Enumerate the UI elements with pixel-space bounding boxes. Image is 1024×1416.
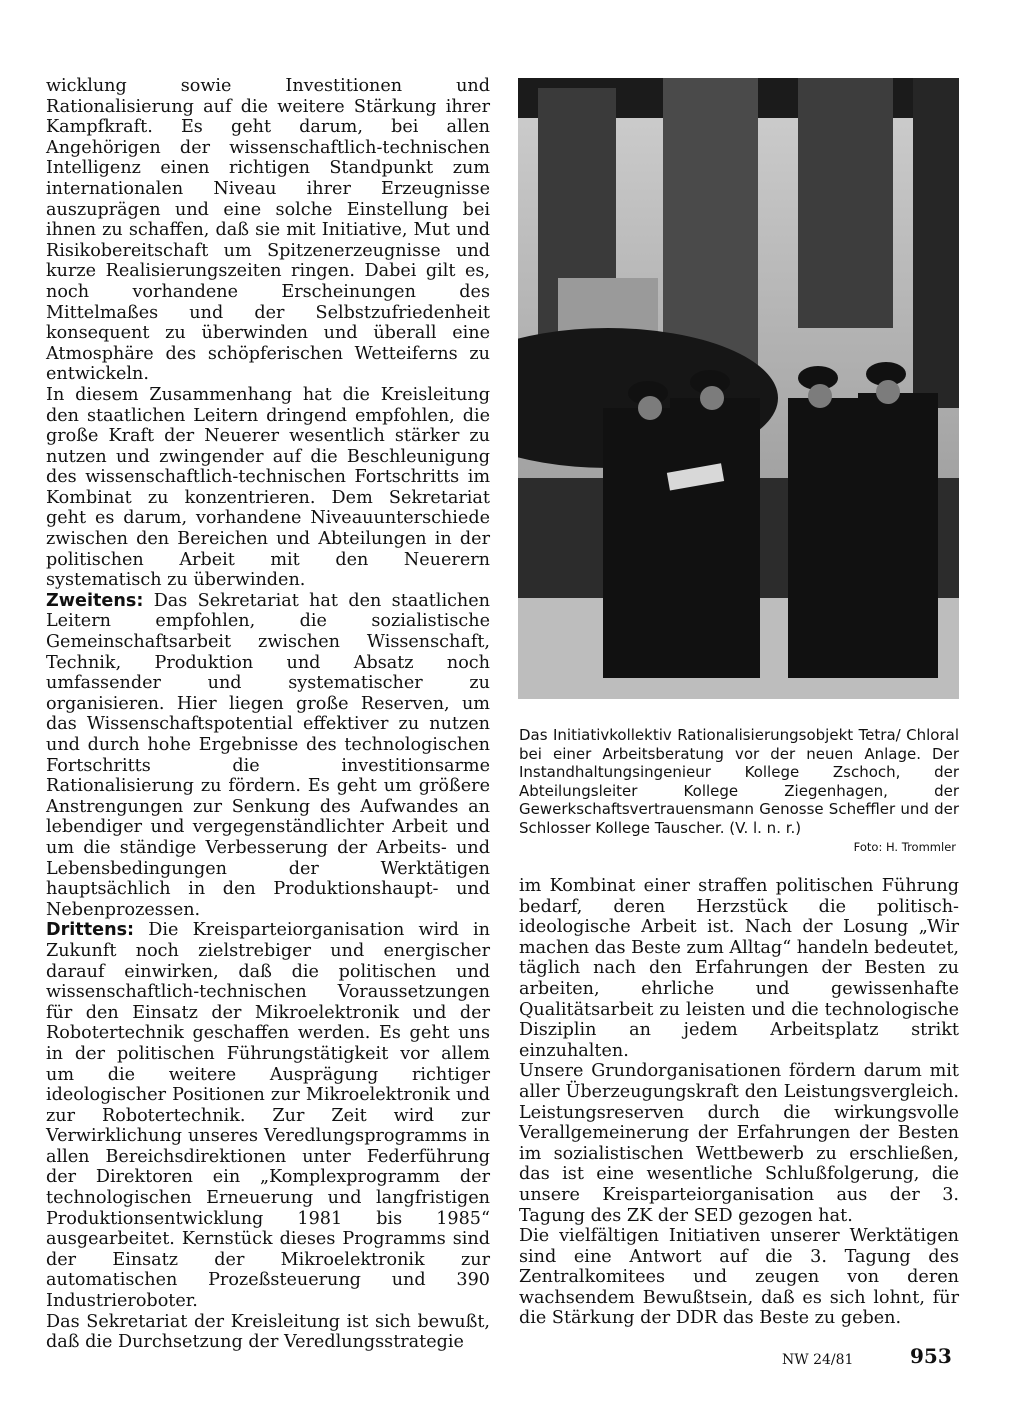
paragraph-1: [46, 76, 490, 385]
page-number: 953: [910, 1344, 952, 1368]
paragraph-zweitens: [46, 591, 490, 921]
paragraph-text: wicklung sowie Investitionen und Rationalisierung auf die weitere Stärkung ihrer Kampfkraft. Es geht darum, bei allen Angehörigen der wissenschaftlich-technischen Intelligenz einen richtigen Standpunkt zum internationalen Niveau ihrer Erzeugnisse auszuprägen und eine solche Einstellung bei ihnen zu schaffen, daß sie mit Initiative, Mut und Risikobereitschaft um Spitzenerzeugnisse und kurze Realisierungszeiten ringen. Dabei gilt es, noch vorhandene Erscheinungen des Mittelmaßes und der Selbstzufriedenheit konsequent zu überwinden und überall eine Atmosphäre des schöpferischen Wetteiferns zu entwickeln.: [46, 76, 490, 385]
photo-caption: Das Initiativkollektiv Rationalisierungsobjekt Tetra/ Chloral bei einer Arbeitsberatung vor der neuen Anlage. Der Instandhaltungsingenieur Kollege Zschoch, der Abteilungsleiter Kollege Ziegenhagen, der Gewerkschaftsvertrauensmann Genosse Scheffler und der Schlosser Kollege Tauscher. (V. l. n. r.): [519, 726, 959, 837]
photo-credit: Foto: H. Trommler: [853, 840, 956, 854]
issue-label: NW 24/81: [782, 1352, 854, 1368]
paragraph-lead-zweitens: Zweitens:: [46, 590, 144, 611]
left-text-column: [46, 76, 490, 1353]
paragraph-right-2: Unsere Grundorganisationen fördern darum mit aller Überzeugungskraft den Leistungsvergleich. Leistungsreserven durch die wirkungsvolle Verallgemeinerung der Erfahrungen der Besten im sozialistischen Wettbewerb zu erschließen, das ist eine wesentliche Schlußfolgerung, die unsere Kreisparteiorganisation aus der 3. Tagung des ZK der SED gezogen hat.: [519, 1061, 959, 1226]
paragraph-drittens: [46, 920, 490, 1311]
paragraph-lead-drittens: Drittens:: [46, 920, 135, 941]
paragraph-2: [46, 385, 490, 591]
paragraph-right-1: im Kombinat einer straffen politischen Führung bedarf, deren Herzstück die politisch-ideologische Arbeit ist. Nach der Losung „Wir machen das Beste zum Alltag“ handeln bedeutet, täglich nach den Erfahrungen der Besten zu arbeiten, ehrliche und gewissenhafte Qualitätsarbeit zu leisten und die technologische Disziplin an jedem Arbeitsplatz strikt einzuhalten.: [519, 876, 959, 1061]
paragraph-5: [46, 1312, 490, 1353]
paragraph-text: Das Sekretariat hat den staatlichen Leitern empfohlen, die sozialistische Gemeinschaftsarbeit zwischen Wissenschaft, Technik, Produktion und Absatz noch umfassender und systematischer zu organisieren. Hier liegen große Reserven, um das Wissenschaftspotential effektiver zu nutzen und durch hohe Ergebnisse des technologischen Fortschritts die investitionsarme Rationalisierung zu fördern. Es geht um größere Anstrengungen zur Senkung des Aufwandes an lebendiger und vergegenständlichter Arbeit und um die ständige Verbesserung der Arbeits- und Lebensbedingungen der Werktätigen hauptsächlich in den Produktionshaupt- und Nebenprozessen.: [46, 590, 490, 920]
paragraph-text: Die Kreisparteiorganisation wird in Zukunft noch zielstrebiger und energischer darauf einwirken, daß die politischen und wissenschaftlich-technischen Voraussetzungen für den Einsatz der Mikroelektronik und der Robotertechnik geschaffen werden. Es geht uns in der politischen Führungstätigkeit vor allem um die weitere Ausprägung richtiger ideologischer Positionen zur Mikroelektronik und zur Robotertechnik. Zur Zeit wird zur Verwirklichung unseres Veredlungsprogramms in allen Bereichsdirektionen unter Federführung der Direktoren ein „Komplexprogramm der technologischen Erneuerung und langfristigen Produktionsentwicklung 1981 bis 1985“ ausgearbeitet. Kernstück dieses Programms sind der Einsatz der Mikroelektronik zur automatischen Prozeßsteuerung und 390 Industrieroboter.: [46, 920, 490, 1312]
paragraph-text: Das Sekretariat der Kreisleitung ist sich bewußt, daß die Durchsetzung der Veredlungsstrategie: [46, 1311, 490, 1353]
paragraph-right-3: Die vielfältigen Initiativen unserer Werktätigen sind eine Antwort auf die 3. Tagung des Zentralkomitees und zeugen von deren wachsendem Bewußtsein, daß es sich lohnt, für die Stärkung der DDR das Beste zu geben.: [519, 1226, 959, 1329]
news-photo: [518, 78, 959, 699]
right-text-column: [519, 876, 959, 1329]
photo-illustration: [518, 78, 959, 699]
paragraph-text: In diesem Zusammenhang hat die Kreisleitung den staatlichen Leitern dringend empfohlen, die große Kraft der Neuerer wesentlich stärker zu nutzen und zwingender auf die Beschleunigung des wissenschaftlich-technischen Fortschritts im Kombinat zu konzentrieren. Dem Sekretariat geht es darum, vorhandene Niveauunterschiede zwischen den Bereichen und Abteilungen in der politischen Arbeit mit den Neuerern systematisch zu überwinden.: [46, 384, 490, 591]
